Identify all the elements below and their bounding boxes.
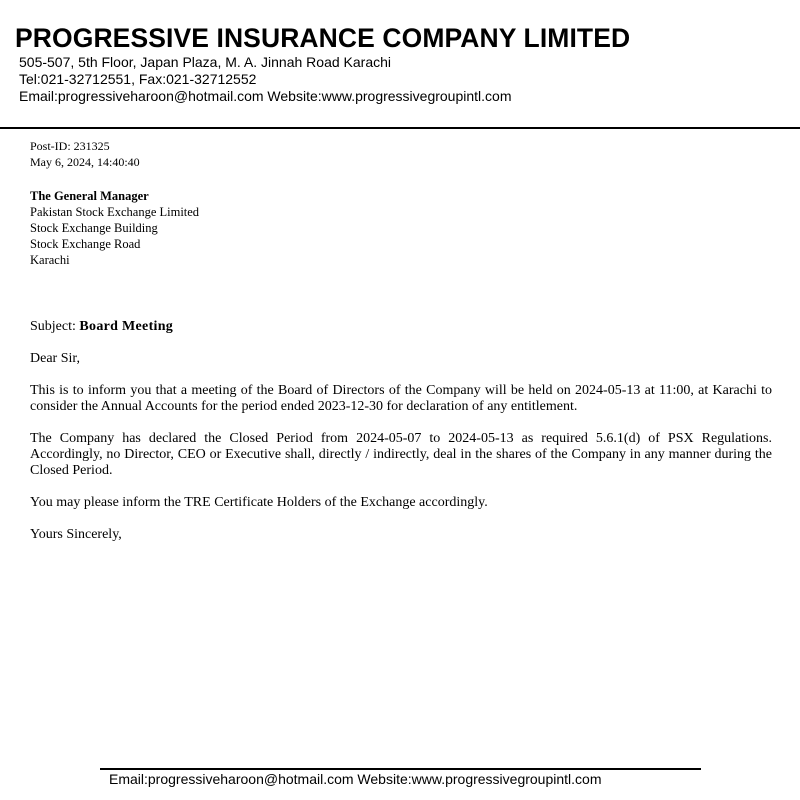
recipient-line-3: Stock Exchange Road — [30, 237, 141, 251]
salutation: Dear Sir, — [30, 351, 80, 366]
post-id: Post-ID: 231325 — [30, 139, 110, 153]
subject-label: Subject: — [30, 319, 76, 334]
footer-email-website: Email:progressiveharoon@hotmail.com Website:www.progressivegroupintl.com — [109, 771, 602, 787]
recipient-line-1: Pakistan Stock Exchange Limited — [30, 205, 200, 219]
company-address: 505-507, 5th Floor, Japan Plaza, M. A. Jinnah Road Karachi — [19, 54, 392, 70]
recipient-title: The General Manager — [30, 189, 149, 203]
company-phone-fax: Tel:021-32712551, Fax:021-32712552 — [19, 71, 257, 87]
recipient-line-4: Karachi — [30, 253, 70, 267]
company-email-website: Email:progressiveharoon@hotmail.com Website:www.progressivegroupintl.com — [19, 88, 512, 104]
closing: Yours Sincerely, — [30, 527, 122, 542]
paragraph-meeting: This is to inform you that a meeting of the Board of Directors of the Company will be held on 2024-05-13 at 11:00, at Karachi to consider the Annual Accounts for the period ended 2023-12-30 for declaration of any entitlement. — [30, 383, 772, 414]
footer-divider — [100, 768, 701, 770]
post-timestamp: May 6, 2024, 14:40:40 — [30, 155, 140, 169]
subject-line — [30, 319, 772, 335]
letterhead — [0, 0, 800, 130]
paragraph-inform: You may please inform the TRE Certificate Holders of the Exchange accordingly. — [30, 495, 488, 510]
paragraph-closed-period: The Company has declared the Closed Period from 2024-05-07 to 2024-05-13 as required 5.6.1(d) of PSX Regulations. Accordingly, no Director, CEO or Executive shall, directly / indirectly, deal in the shares of the Company in any manner during the Closed Period. — [30, 431, 772, 478]
company-name: PROGRESSIVE INSURANCE COMPANY LIMITED — [15, 23, 631, 53]
subject-value: Board Meeting — [79, 319, 174, 334]
header-divider — [0, 127, 800, 129]
recipient-line-2: Stock Exchange Building — [30, 221, 158, 235]
